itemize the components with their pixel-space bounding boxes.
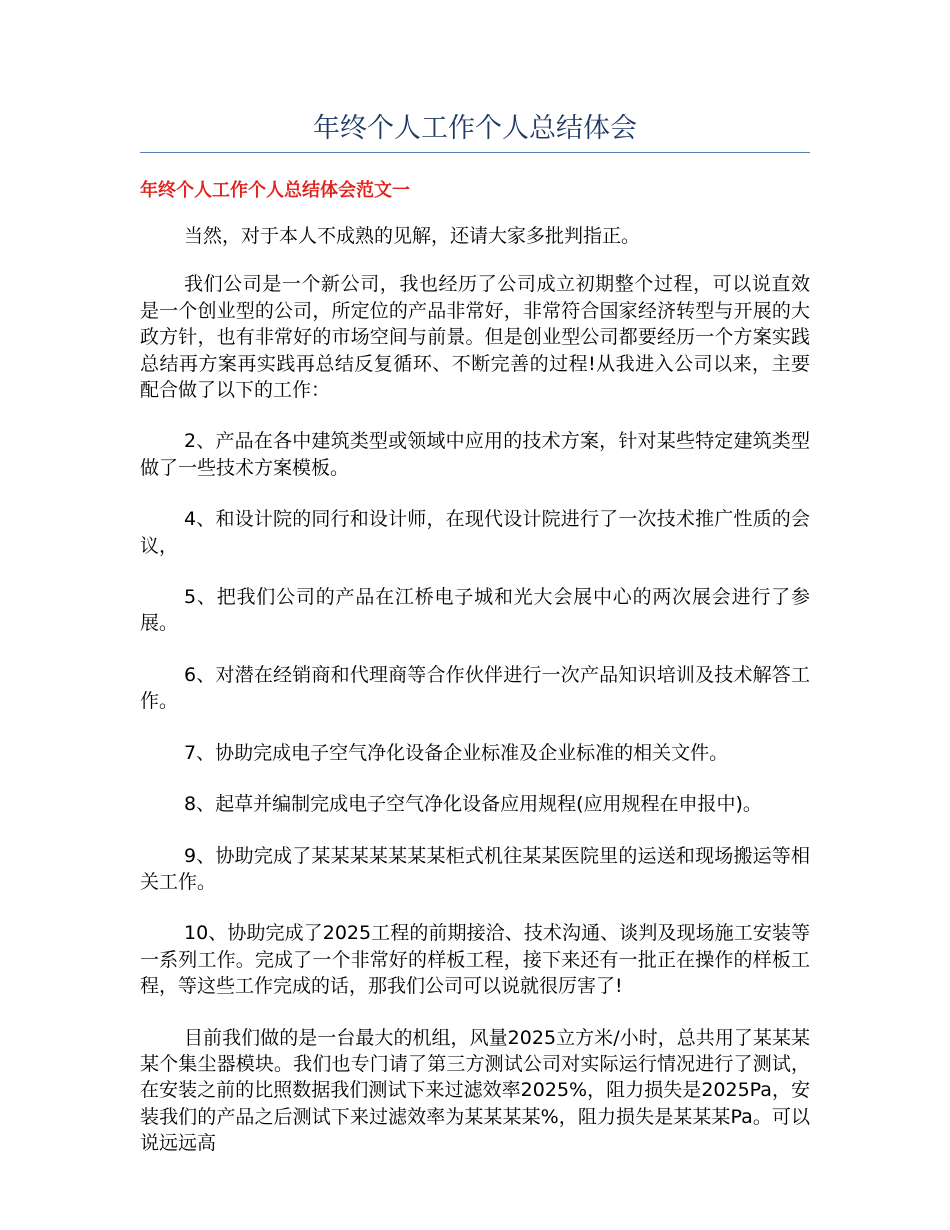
paragraph-5: 5、把我们公司的产品在江桥电子城和光大会展中心的两次展会进行了参展。	[140, 586, 810, 635]
title-divider	[140, 152, 810, 153]
paragraph-8: 8、起草并编制完成电子空气净化设备应用规程(应用规程在申报中)。	[184, 793, 762, 816]
paragraph-7: 7、协助完成电子空气净化设备企业标准及企业标准的相关文件。	[184, 741, 729, 764]
section-heading: 年终个人工作个人总结体会范文一	[140, 180, 410, 201]
paragraph-10: 10、协助完成了2025工程的前期接洽、技术沟通、谈判及现场施工安装等一系列工作。完成了一个非常好的样板工程，接下来还有一批正在操作的样板工程，等这些工作完成的话，那我们公司可以说就很厉害了!	[140, 922, 810, 998]
paragraph-1: 当然，对于本人不成熟的见解，还请大家多批判指正。	[184, 225, 641, 247]
document-page	[140, 0, 810, 1157]
document-title: 年终个人工作个人总结体会	[313, 113, 637, 144]
paragraph-9: 9、协助完成了某某某某某某某柜式机往某某医院里的运送和现场搬运等相关工作。	[140, 844, 810, 893]
paragraph-4: 4、和设计院的同行和设计师，在现代设计院进行了一次技术推广性质的会议，	[140, 508, 810, 557]
paragraph-11: 目前我们做的是一台最大的机组，风量2025立方米/小时，总共用了某某某某个集尘器模块。我们也专门请了第三方测试公司对实际运行情况进行了测试，在安装之前的比照数据我们测试下来过滤效率2025%，阻力损失是2025Pa，安装我们的产品之后测试下来过滤效率为某某某某%，阻力损失是某某某Pa。可以说远远高	[140, 1026, 810, 1155]
paragraph-2: 我们公司是一个新公司，我也经历了公司成立初期整个过程，可以说直效是一个创业型的公司，所定位的产品非常好，非常符合国家经济转型与开展的大政方针，也有非常好的市场空间与前景。但是创业型公司都要经历一个方案实践总结再方案再实践再总结反复循环、不断完善的过程!从我进入公司以来，主要配合做了以下的工作：	[140, 273, 810, 402]
paragraph-3: 2、产品在各中建筑类型或领域中应用的技术方案，针对某些特定建筑类型做了一些技术方案模板。	[140, 430, 810, 479]
paragraph-6: 6、对潜在经销商和代理商等合作伙伴进行一次产品知识培训及技术解答工作。	[140, 663, 810, 713]
